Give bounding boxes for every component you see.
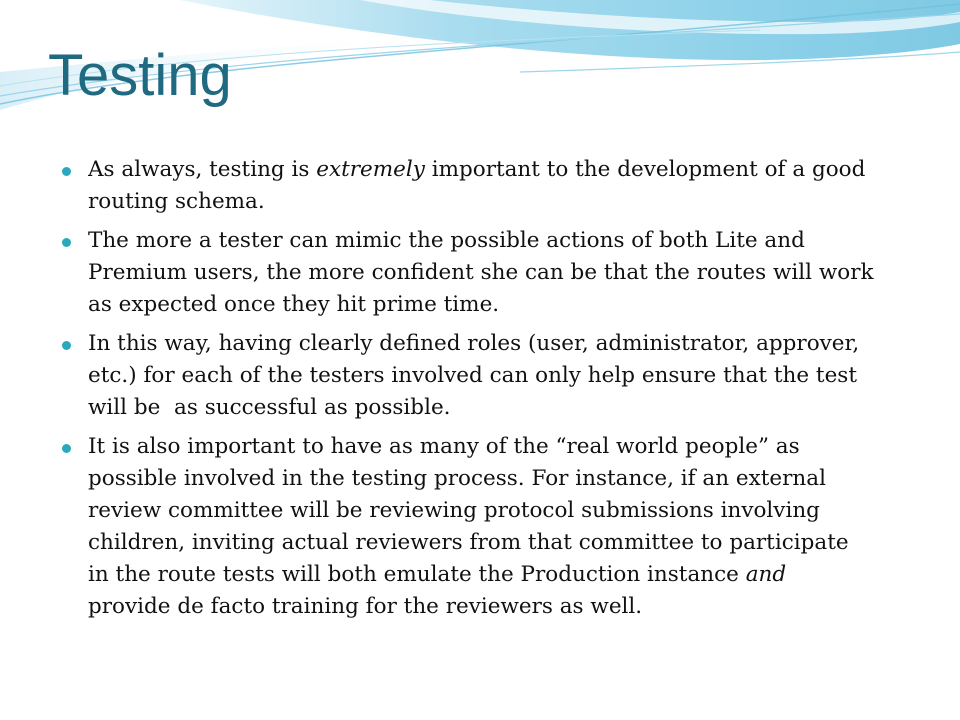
text-line	[88, 257, 948, 289]
bullet-item	[0, 431, 960, 623]
text-run: possible involved in the testing process. For instance, if an external	[88, 466, 826, 491]
bullet-icon	[62, 444, 71, 453]
text-line	[88, 495, 948, 527]
text-run: routing schema.	[88, 189, 265, 214]
text-line	[88, 225, 948, 257]
text-run: Premium users, the more confident she can be that the routes will work	[88, 260, 874, 285]
text-run: children, inviting actual reviewers from that committee to participate	[88, 530, 849, 555]
text-line	[88, 431, 948, 463]
bullet-list	[0, 154, 960, 630]
bullet-item	[0, 225, 960, 321]
text-line	[88, 328, 948, 360]
bullet-icon	[62, 167, 71, 176]
text-run: etc.) for each of the testers involved can only help ensure that the test	[88, 363, 857, 388]
emphasis-run: and	[745, 562, 787, 587]
text-line	[88, 559, 948, 591]
text-run: As always, testing is	[88, 157, 317, 182]
text-run: The more a tester can mimic the possible actions of both Lite and	[88, 228, 805, 253]
text-line	[88, 360, 948, 392]
text-line	[88, 186, 948, 218]
text-run: In this way, having clearly defined roles (user, administrator, approver,	[88, 331, 860, 356]
text-run: will be as successful as possible.	[88, 395, 451, 420]
text-line	[88, 392, 948, 424]
text-line	[88, 154, 948, 186]
text-line	[88, 289, 948, 321]
bullet-item	[0, 328, 960, 424]
text-run: important to the development of a good	[424, 157, 866, 182]
text-line	[88, 591, 948, 623]
bullet-icon	[62, 341, 71, 350]
text-run: provide de facto training for the reviewers as well.	[88, 594, 643, 619]
text-run: as expected once they hit prime time.	[88, 292, 500, 317]
bullet-icon	[62, 238, 71, 247]
slide-title: Testing	[48, 43, 232, 108]
text-line	[88, 463, 948, 495]
emphasis-run: extremely	[316, 157, 425, 182]
text-run: It is also important to have as many of the “real world people” as	[88, 434, 800, 459]
text-run: in the route tests will both emulate the Production instance	[88, 562, 746, 587]
text-run: review committee will be reviewing protocol submissions involving	[88, 498, 820, 523]
text-line	[88, 527, 948, 559]
bullet-item	[0, 154, 960, 218]
